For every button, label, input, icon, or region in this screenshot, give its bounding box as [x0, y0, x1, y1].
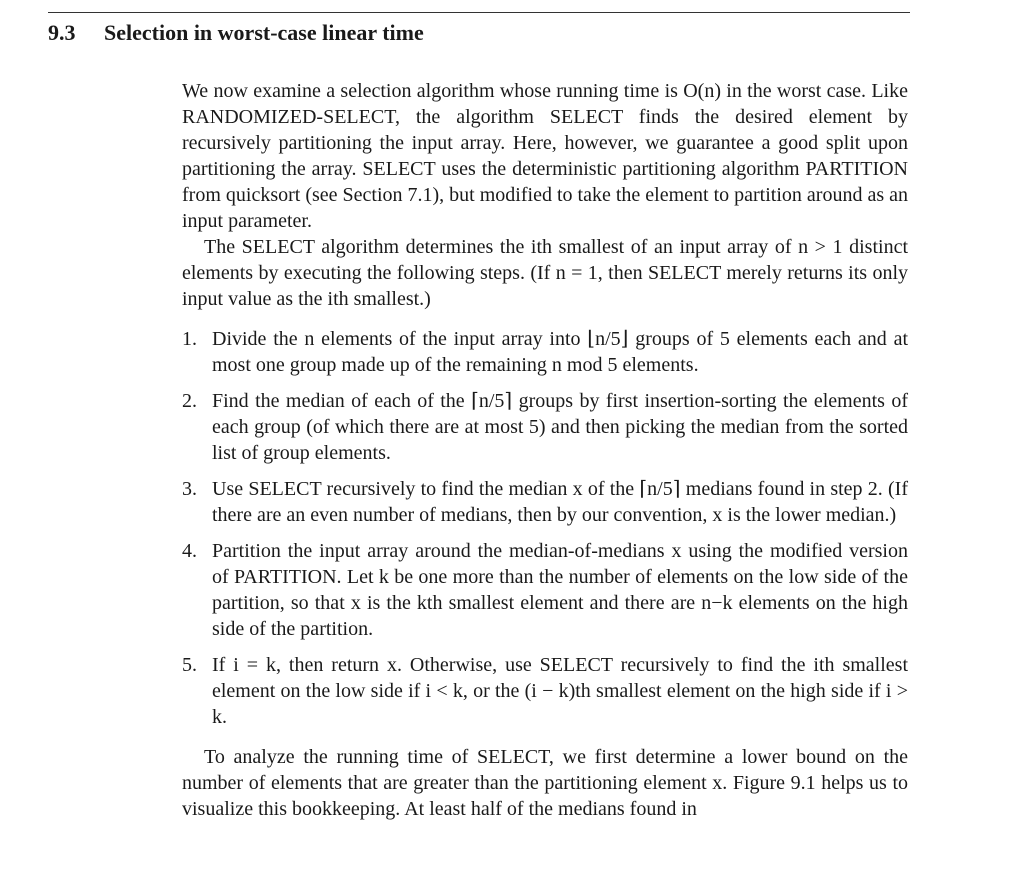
- step-text: Use SELECT recursively to find the median x of the ⌈n/5⌉ medians found in step 2. (If there are an even number of medians, then by our convention, x is the lower median.): [212, 478, 908, 526]
- body-text: [182, 78, 908, 822]
- step-text: If i = k, then return x. Otherwise, use SELECT recursively to find the ith smallest element on the low side if i < k, or the (i − k)th smallest element on the high side if i > k.: [212, 654, 908, 728]
- step-text: Partition the input array around the median-of-medians x using the modified version of PARTITION. Let k be one more than the number of elements on the low side of the partition, so that x is the kth smallest element and there are n−k elements on the high side of the partition.: [212, 540, 908, 640]
- step-text: Divide the n elements of the input array into ⌊n/5⌋ groups of 5 elements each and at most one group made up of the remaining n mod 5 elements.: [212, 328, 908, 376]
- step-number: 1.: [182, 328, 197, 350]
- list-item: [182, 476, 908, 528]
- list-item: [182, 538, 908, 642]
- algorithm-paragraph: The SELECT algorithm determines the ith smallest of an input array of n > 1 distinct elements by executing the following steps. (If n = 1, then SELECT merely returns its only input value as the ith smallest.): [182, 236, 908, 310]
- section-number: 9.3: [48, 20, 76, 45]
- list-item: [182, 326, 908, 378]
- analysis-paragraph: To analyze the running time of SELECT, we first determine a lower bound on the number of elements that are greater than the partitioning element x. Figure 9.1 helps us to visualize this bookkeeping. At least half of the medians found in: [182, 746, 908, 820]
- step-number: 4.: [182, 540, 197, 562]
- step-number: 5.: [182, 654, 197, 676]
- top-rule: [48, 12, 910, 13]
- section-heading: [48, 18, 424, 48]
- algorithm-steps: [182, 326, 908, 730]
- step-number: 2.: [182, 390, 197, 412]
- step-text: Find the median of each of the ⌈n/5⌉ groups by first insertion-sorting the elements of each group (of which there are at most 5) and then picking the median from the sorted list of group elements.: [212, 390, 908, 464]
- list-item: [182, 652, 908, 730]
- step-number: 3.: [182, 478, 197, 500]
- list-item: [182, 388, 908, 466]
- section-title: Selection in worst-case linear time: [104, 20, 424, 45]
- intro-paragraph: We now examine a selection algorithm whose running time is O(n) in the worst case. Like RANDOMIZED-SELECT, the algorithm SELECT finds the desired element by recursively partitioning the input array. Here, however, we guarantee a good split upon partitioning the array. SELECT uses the deterministic partitioning algorithm PARTITION from quicksort (see Section 7.1), but modified to take the element to partition around as an input parameter.: [182, 80, 908, 232]
